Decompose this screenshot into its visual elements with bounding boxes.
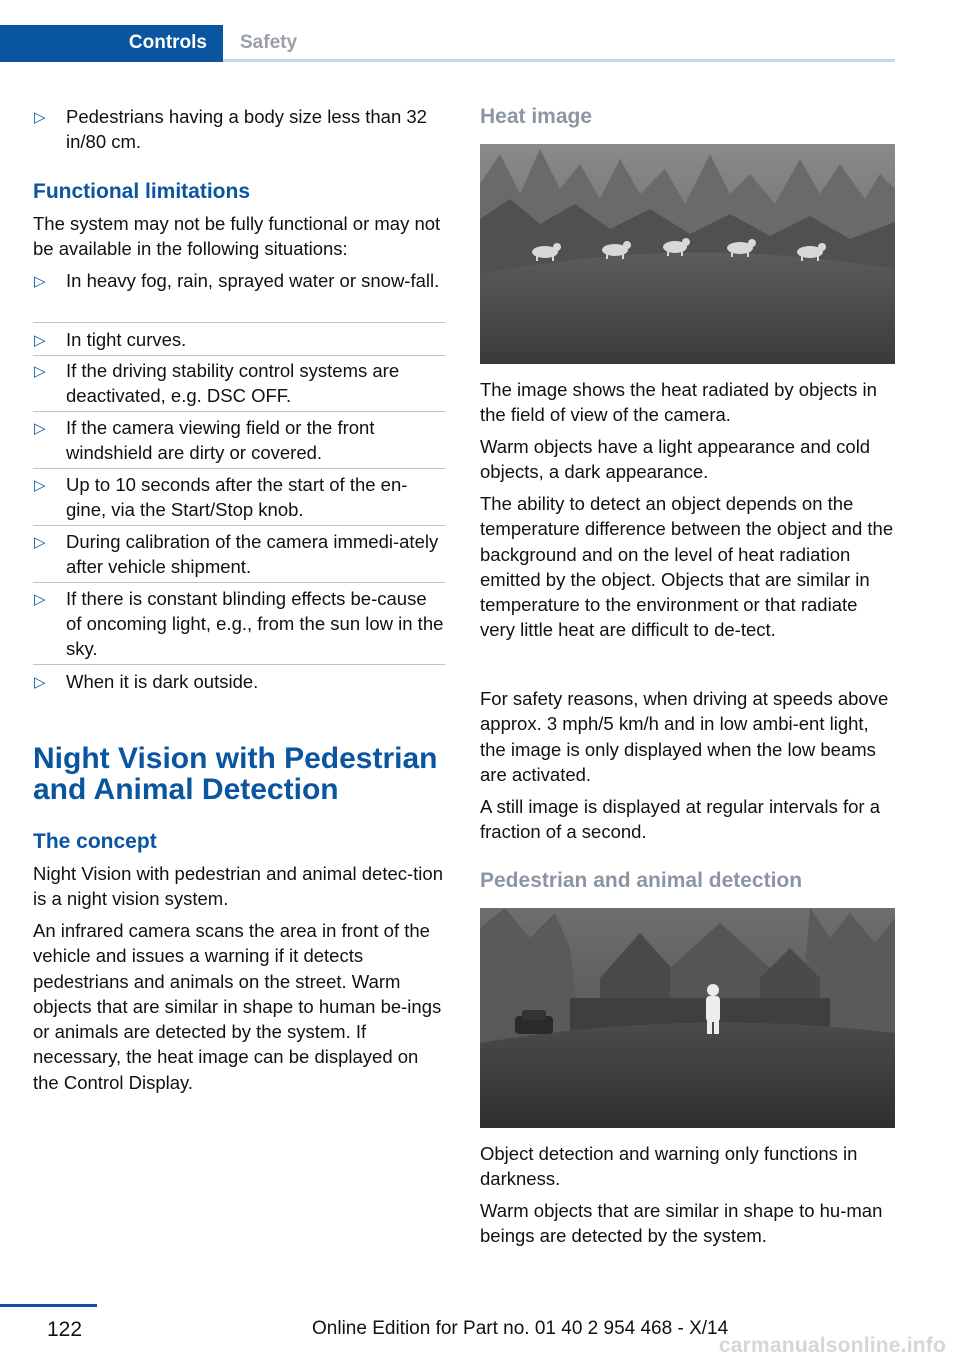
list-divider: [33, 664, 445, 665]
heading-pedestrian-animal-detection: Pedestrian and animal detection: [480, 869, 803, 892]
section-title: Night Vision with Pedestrian and Animal Detection: [33, 742, 438, 806]
heading-functional-limitations: Functional limitations: [33, 180, 251, 203]
triangle-bullet-icon: ▷: [34, 534, 46, 551]
list-item-text: If the driving stability control systems are deactivated, e.g. DSC OFF.: [66, 360, 400, 406]
heading-the-concept: The concept: [33, 830, 157, 853]
paragraph: Night Vision with pedestrian and animal detec-tion is a night vision system.: [33, 863, 443, 910]
paragraph: A still image is displayed at regular intervals for a fraction of a second.: [480, 796, 880, 843]
list-divider: [33, 355, 445, 356]
heat-image-photo: [480, 144, 895, 364]
triangle-bullet-icon: ▷: [34, 273, 46, 290]
tab-safety[interactable]: Safety: [240, 32, 298, 53]
list-item-text: Pedestrians having a body size less than 32 in/80 cm.: [66, 106, 427, 152]
triangle-bullet-icon: ▷: [34, 363, 46, 380]
list-item-text: In heavy fog, rain, sprayed water or snow-fall.: [66, 270, 440, 291]
list-divider: [33, 411, 445, 412]
triangle-bullet-icon: ▷: [34, 674, 46, 691]
paragraph: The ability to detect an object depends on the temperature difference between the object and the background and on the level of heat radiation emitted by the object. Objects that are similar in temperature to the environment or that radiate very little heat are difficult to de-tect.: [480, 493, 894, 641]
list-divider: [33, 582, 445, 583]
triangle-bullet-icon: ▷: [34, 420, 46, 437]
tab-controls[interactable]: [0, 25, 223, 62]
triangle-bullet-icon: ▷: [34, 591, 46, 608]
list-item-text: Up to 10 seconds after the start of the en-gine, via the Start/Stop knob.: [66, 474, 408, 520]
section-tabs: [0, 25, 895, 62]
list-item-text: In tight curves.: [66, 329, 187, 350]
paragraph: Warm objects that are similar in shape to hu-man beings are detected by the system.: [480, 1200, 883, 1247]
list-divider: [33, 525, 445, 526]
list-item-text: If the camera viewing field or the front windshield are dirty or covered.: [66, 417, 375, 463]
edition-footer: Online Edition for Part no. 01 40 2 954 468 - X/14: [312, 1318, 729, 1339]
paragraph: The image shows the heat radiated by objects in the field of view of the camera.: [480, 379, 877, 426]
page-number-rule: [0, 1304, 97, 1307]
paragraph: An infrared camera scans the area in front of the vehicle and issues a warning if it detects pedestrians and animals on the street. Warm objects that are similar in shape to human be-ings or animals are detected by the system. If necessary, the heat image can be displayed on the Control Display.: [33, 920, 442, 1093]
list-divider: [33, 468, 445, 469]
triangle-bullet-icon: ▷: [34, 477, 46, 494]
triangle-bullet-icon: ▷: [34, 332, 46, 349]
paragraph: The system may not be fully functional or may not be available in the following situations:: [33, 213, 441, 260]
watermark: carmanualsonline.info: [718, 1334, 946, 1357]
page-number: 122: [47, 1318, 83, 1341]
tab-controls-label: Controls: [128, 32, 207, 53]
pedestrian-detection-graphic: [480, 908, 895, 1128]
list-divider: [33, 322, 445, 323]
paragraph: For safety reasons, when driving at speeds above approx. 3 mph/5 km/h and in low ambi-ent light, the image is only displayed when the low beams are activated.: [480, 688, 889, 785]
paragraph: Warm objects have a light appearance and cold objects, a dark appearance.: [480, 436, 871, 483]
triangle-bullet-icon: ▷: [34, 109, 46, 126]
paragraph: Object detection and warning only functions in darkness.: [480, 1143, 858, 1190]
heading-heat-image: Heat image: [480, 105, 593, 128]
list-item-text: If there is constant blinding effects be-cause of oncoming light, e.g., from the sun low in the sky.: [66, 588, 444, 659]
pedestrian-detection-photo: [480, 908, 895, 1128]
heat-image-graphic: [480, 144, 895, 364]
header-rule: [223, 59, 895, 62]
list-item-text: When it is dark outside.: [66, 671, 259, 692]
list-item-text: During calibration of the camera immedi-ately after vehicle shipment.: [66, 531, 439, 577]
